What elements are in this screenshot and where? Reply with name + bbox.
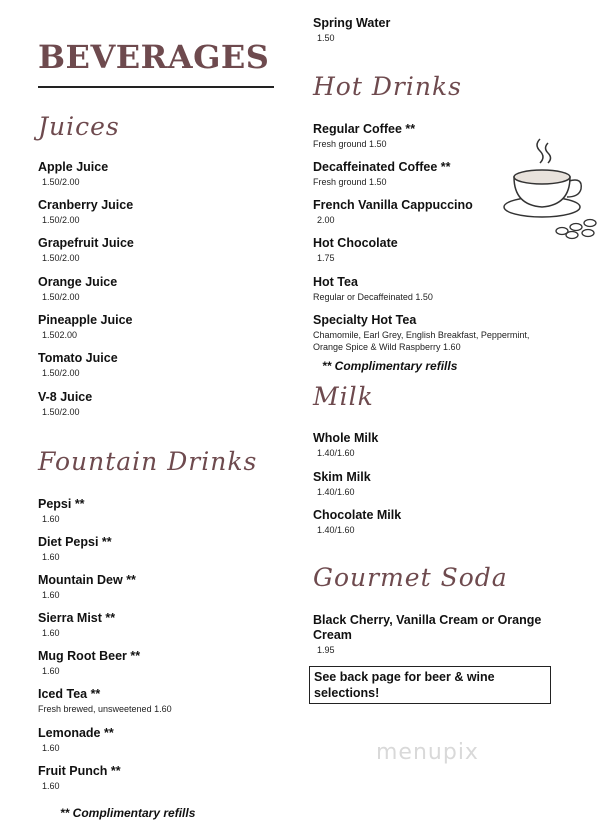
menu-item [38,649,140,677]
menu-item [38,726,114,754]
menu-item [38,687,172,715]
item-name: French Vanilla Cappuccino [313,198,473,212]
back-page-note: See back page for beer & wine selections! [309,666,551,704]
gourmet-soda-heading: Gourmet Soda [313,563,508,592]
item-price: 1.50/2.00 [42,368,80,378]
menu-item [313,16,390,44]
menu-item [38,236,134,264]
item-name: Black Cherry, Vanilla Cream or Orange Cream [313,613,542,642]
menu-item [38,764,121,792]
menu-item [313,160,451,188]
item-name: Regular Coffee ** [313,122,416,136]
menu-item [313,431,378,459]
juices-heading: Juices [38,112,120,141]
item-price: 1.50/2.00 [42,253,80,263]
item-price: 1.50/2.00 [42,177,80,187]
item-price: 1.50/2.00 [42,215,80,225]
fountain-heading: Fountain Drinks [38,447,258,476]
menu-item [313,613,548,656]
item-name: Mug Root Beer ** [38,649,141,663]
item-name: Cranberry Juice [38,198,134,212]
item-price: Fresh ground 1.50 [313,177,387,187]
item-price: 1.75 [317,253,335,263]
menu-item [313,236,398,264]
menu-item [313,275,433,303]
menu-item [38,275,117,303]
item-name: Grapefruit Juice [38,236,134,250]
item-price: Chamomile, Earl Grey, English Breakfast, Peppermint, Orange Spice & Wild Raspberry 1.60 [313,330,530,352]
menu-item [313,470,371,498]
menu-title: BEVERAGES [38,38,270,76]
item-price: 1.40/1.60 [317,448,355,458]
item-name: Decaffeinated Coffee ** [313,160,451,174]
menu-item [38,535,112,563]
item-price: 1.95 [317,645,335,655]
item-price: 1.60 [42,628,60,638]
coffee-cup-icon [500,135,604,241]
item-name: Whole Milk [313,431,379,445]
item-price: 1.40/1.60 [317,487,355,497]
item-name: Skim Milk [313,470,371,484]
watermark: menupix [376,740,479,765]
item-price: 1.50/2.00 [42,407,80,417]
item-price: 1.60 [42,666,60,676]
menu-item [38,160,108,188]
item-price: 1.50 [317,33,335,43]
item-name: Iced Tea ** [38,687,101,701]
item-name: Pineapple Juice [38,313,133,327]
item-name: Specialty Hot Tea [313,313,417,327]
item-price: Fresh ground 1.50 [313,139,387,149]
item-name: Pepsi ** [38,497,85,511]
item-price: Regular or Decaffeinated 1.50 [313,292,433,302]
menu-item [313,198,473,226]
item-name: Hot Tea [313,275,358,289]
refill-note: ** Complimentary refills [60,806,196,820]
item-price: 1.60 [42,514,60,524]
title-divider [38,86,274,88]
item-name: Sierra Mist ** [38,611,116,625]
item-price: 1.60 [42,590,60,600]
refill-note: ** Complimentary refills [322,359,458,373]
menu-item [38,573,136,601]
item-name: Fruit Punch ** [38,764,121,778]
item-name: Apple Juice [38,160,109,174]
menu-item [38,351,118,379]
item-name: Hot Chocolate [313,236,398,250]
menu-item [313,508,401,536]
menu-item [313,313,553,353]
menu-item [313,122,415,150]
item-price: Fresh brewed, unsweetened 1.60 [38,704,172,714]
item-name: Tomato Juice [38,351,118,365]
item-price: 1.50/2.00 [42,292,80,302]
item-price: 1.40/1.60 [317,525,355,535]
item-price: 1.60 [42,781,60,791]
item-price: 1.60 [42,743,60,753]
item-price: 2.00 [317,215,335,225]
item-name: Mountain Dew ** [38,573,136,587]
menu-item [38,198,133,226]
item-name: Chocolate Milk [313,508,402,522]
item-name: V-8 Juice [38,390,93,404]
hot-drinks-heading: Hot Drinks [313,72,462,101]
menu-item [38,390,92,418]
item-name: Diet Pepsi ** [38,535,112,549]
item-name: Spring Water [313,16,391,30]
menu-item [38,497,85,525]
item-name: Orange Juice [38,275,118,289]
item-price: 1.502.00 [42,330,78,340]
item-name: Lemonade ** [38,726,114,740]
item-price: 1.60 [42,552,60,562]
menu-item [38,611,115,639]
milk-heading: Milk [313,382,374,411]
menu-item [38,313,132,341]
